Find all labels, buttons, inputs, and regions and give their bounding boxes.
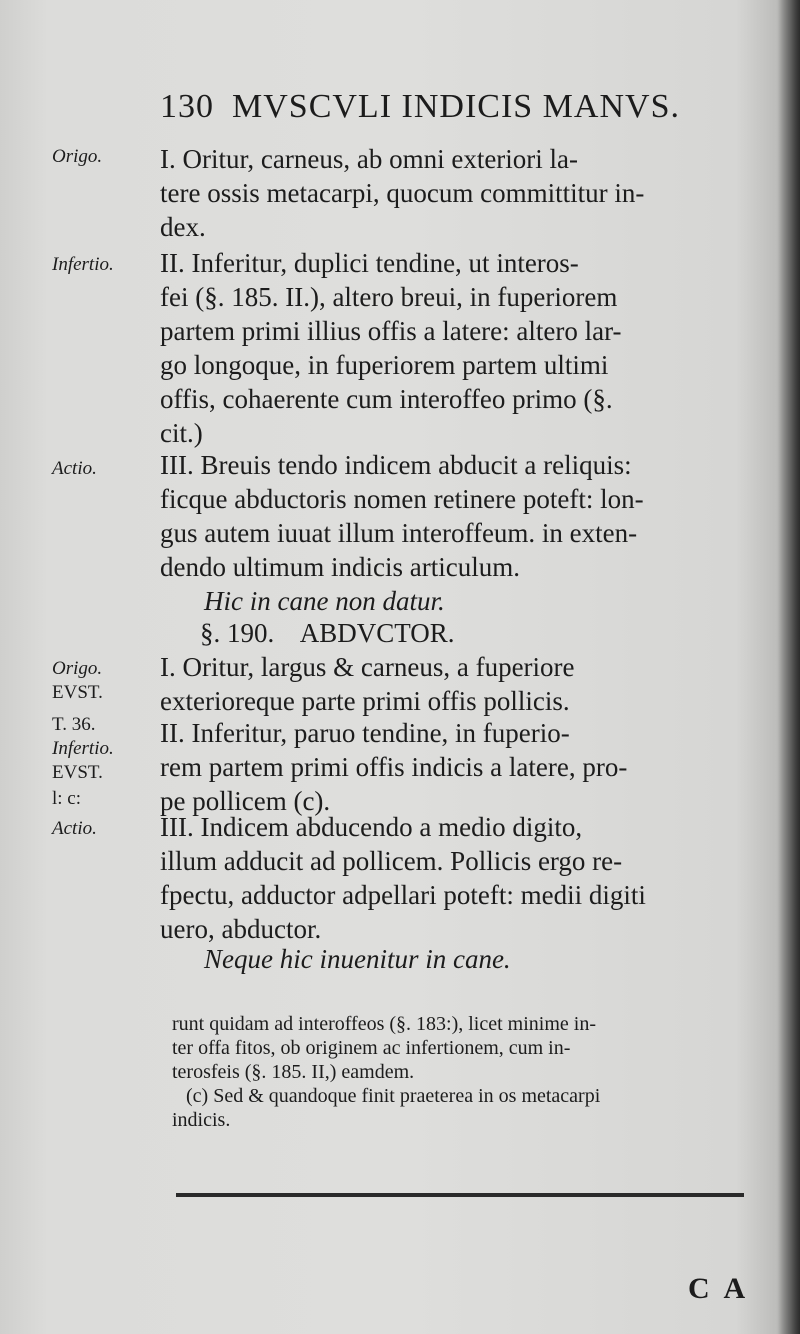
text-line: ficque abductoris nomen retinere poteft: lon- bbox=[160, 484, 644, 514]
text-line: illum adducit ad pollicem. Pollicis ergo re- bbox=[160, 846, 623, 876]
page-number: 130 bbox=[160, 88, 214, 125]
text-line: go longoque, in fuperiorem partem ultimi bbox=[160, 350, 609, 380]
paragraph-actio bbox=[160, 448, 760, 584]
margin-note-insertio: Infertio. bbox=[52, 254, 114, 275]
footnote-line: runt quidam ad interoffeos (§. 183:), licet minime in- bbox=[172, 1013, 596, 1035]
text-line: fpectu, adductor adpellari poteft: medii digiti bbox=[160, 880, 646, 910]
running-title: MVSCVLI INDICIS MANVS. bbox=[232, 88, 680, 125]
paragraph-insertio-2 bbox=[160, 716, 760, 818]
margin-note-origo-2: Origo. bbox=[52, 658, 103, 679]
margin-note-actio: Actio. bbox=[52, 458, 97, 479]
text-line: rem partem primi offis indicis a latere, pro- bbox=[160, 752, 628, 782]
text-line: II. Inferitur, duplici tendine, ut interos- bbox=[160, 248, 579, 278]
text-line: cit.) bbox=[160, 418, 203, 448]
footnote-line: terosfeis (§. 185. II,) eamdem. bbox=[172, 1061, 415, 1083]
page-edge-shadow bbox=[778, 0, 800, 1334]
margin-note-evst: EVST. bbox=[52, 682, 103, 703]
text-line: pe pollicem (c). bbox=[160, 786, 331, 816]
text-line: III. Breuis tendo indicem abducit a reliquis: bbox=[160, 450, 632, 480]
footnotes bbox=[172, 1012, 772, 1132]
footnote-line: (c) Sed & quandoque finit praeterea in os metacarpi bbox=[186, 1085, 601, 1107]
horizontal-rule bbox=[176, 1193, 744, 1197]
margin-note-lc: l: c: bbox=[52, 788, 82, 809]
text-line: dex. bbox=[160, 212, 206, 242]
running-header bbox=[160, 88, 680, 126]
margin-note-origo: Origo. bbox=[52, 146, 103, 167]
paragraph-insertio bbox=[160, 246, 760, 450]
text-line: III. Indicem abducendo a medio digito, bbox=[160, 812, 583, 842]
text-line: fei (§. 185. II.), altero breui, in fuperiorem bbox=[160, 282, 618, 312]
catchword: C A bbox=[688, 1272, 750, 1305]
text-line: partem primi illius offis a latere: altero lar- bbox=[160, 316, 622, 346]
footnote-line: indicis. bbox=[172, 1109, 231, 1131]
text-line: uero, abductor. bbox=[160, 914, 322, 944]
text-line: offis, cohaerente cum interoffeo primo (§. bbox=[160, 384, 613, 414]
text-line: exterioreque parte primi offis pollicis. bbox=[160, 686, 570, 716]
text-line: tere ossis metacarpi, quocum committitur in- bbox=[160, 178, 645, 208]
text-line: I. Oritur, largus & carneus, a fuperiore bbox=[160, 652, 575, 682]
text-line: dendo ultimum indicis articulum. bbox=[160, 552, 520, 582]
margin-note-evst-2: EVST. bbox=[52, 762, 103, 783]
section-heading: §. 190. ABDVCTOR. bbox=[200, 618, 455, 648]
margin-note-insertio-2: Infertio. bbox=[52, 738, 114, 759]
text-line: I. Oritur, carneus, ab omni exteriori la- bbox=[160, 144, 579, 174]
margin-note-t36: T. 36. bbox=[52, 714, 96, 735]
footnote-line: ter offa fitos, ob originem ac infertionem, cum in- bbox=[172, 1037, 571, 1059]
note-cane: Hic in cane non datur. bbox=[204, 586, 445, 616]
paragraph-actio-2 bbox=[160, 810, 760, 946]
text-line: II. Inferitur, paruo tendine, in fuperio- bbox=[160, 718, 570, 748]
margin-note-actio-2: Actio. bbox=[52, 818, 97, 839]
note-cane-2: Neque hic inuenitur in cane. bbox=[204, 944, 511, 974]
paragraph-origo-2 bbox=[160, 650, 760, 718]
text-line: gus autem iuuat illum interoffeum. in exten- bbox=[160, 518, 638, 548]
paragraph-origo bbox=[160, 142, 760, 244]
